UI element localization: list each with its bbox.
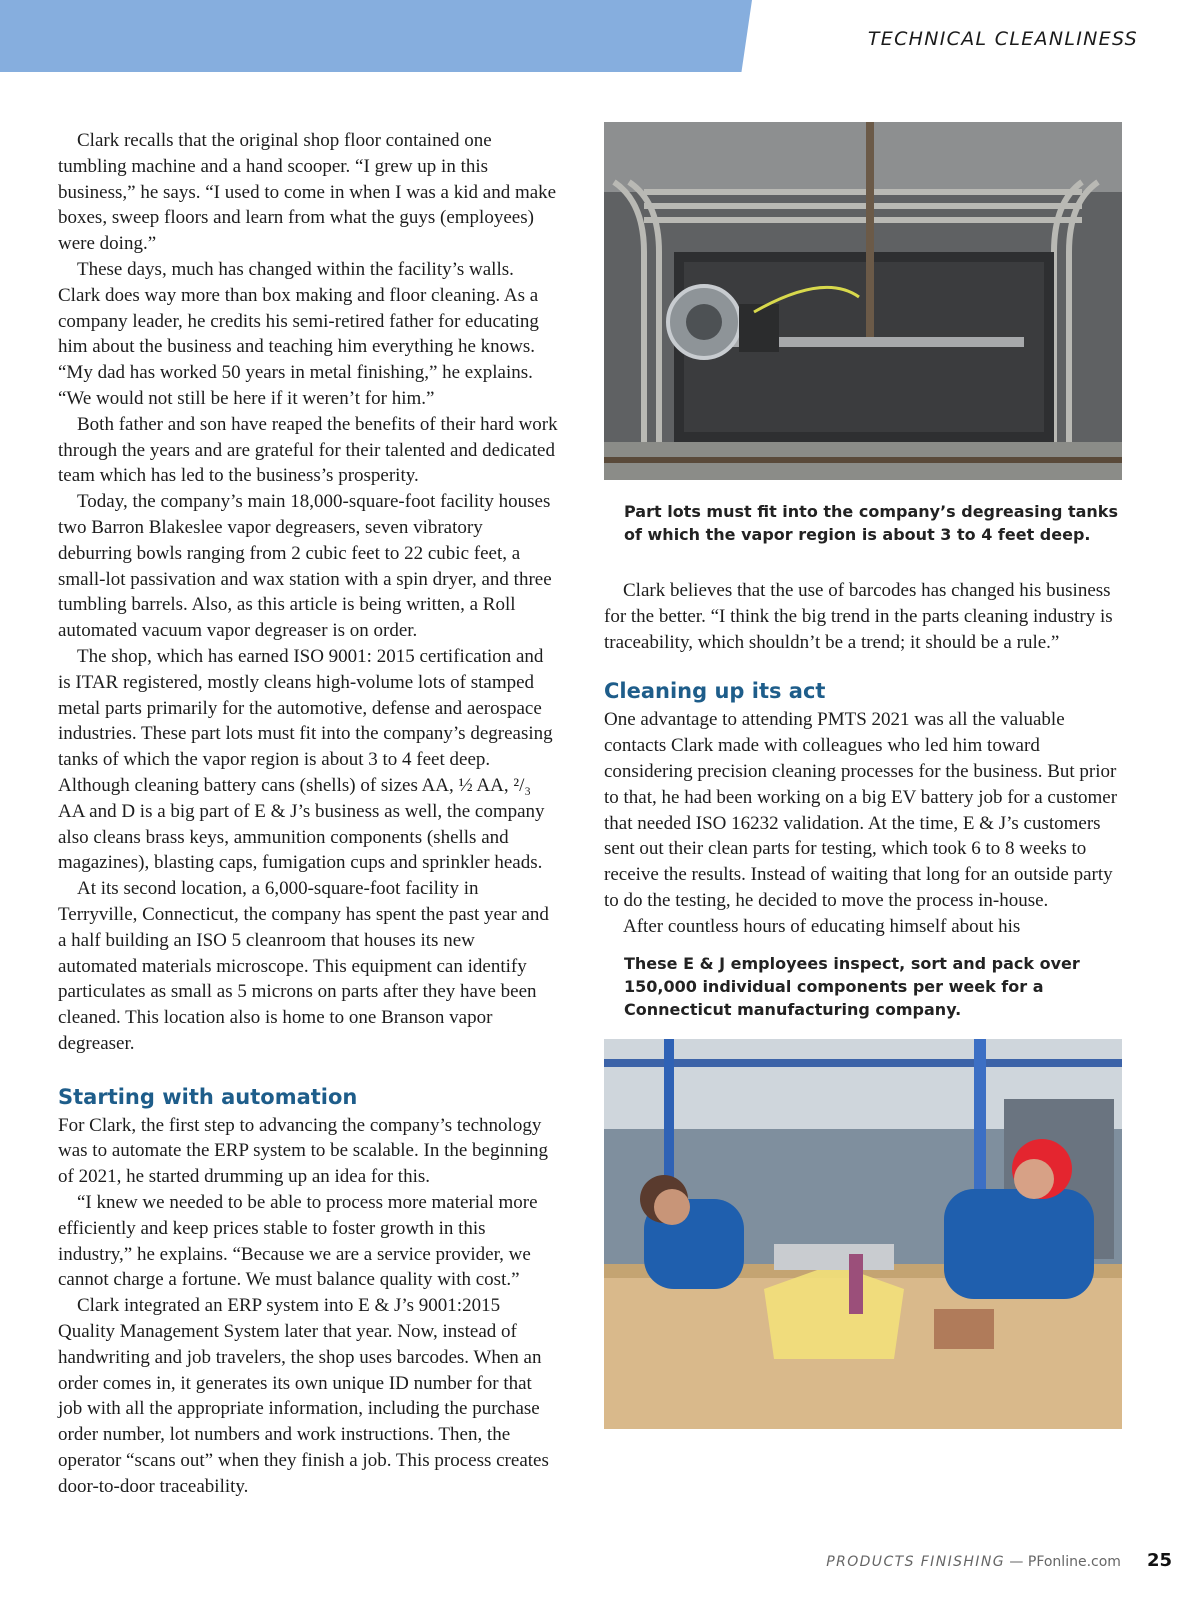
paragraph: Clark integrated an ERP system into E & J’s 9001:2015 Quality Management System later that year. Now, instead of handwriting and job travelers, the shop uses barcodes. When an order comes in, it generates its own unique ID number for that job with all the appropriate information, including the purchase order number, lot numbers and work instructions. Then, the operator “scans out” when they finish a job. This process creates door-to-door traceability.: [58, 1295, 549, 1497]
subhead-cleaning-up-its-act: Cleaning up its act: [604, 679, 826, 704]
paragraph: After countless hours of educating himself about his: [623, 915, 1021, 937]
paragraph: At its second location, a 6,000-square-foot facility in Terryville, Connecticut, the company has spent the past year and a half building an ISO 5 cleanroom that houses its new automated materials microscope. This equipment can identify particulates as small as 5 microns on parts after they have been cleaned. This location also is home to one Branson vapor degreaser.: [58, 878, 549, 1054]
paragraph: One advantage to attending PMTS 2021 was all the valuable contacts Clark made with colleagues who led him toward considering precision cleaning processes for the business. But prior to that, he had been working on a big EV battery job for a customer that needed ISO 16232 validation. At the time, E & J’s customers sent out their clean parts for testing, which took 6 to 8 weeks to receive the results. Instead of waiting that long for an outside party to do the testing, he decided to move the process in-house.: [604, 709, 1118, 911]
right-column: [604, 122, 1122, 1429]
magazine-name: PRODUCTS FINISHING: [826, 1554, 1005, 1570]
footer-site: PFonline.com: [1027, 1554, 1121, 1570]
paragraph: Clark recalls that the original shop floor contained one tumbling machine and a hand scooper. “I grew up in this business,” he says. “I used to come in when I was a kid and make boxes, sweep floors and learn from what the guys (employees) were doing.”: [58, 130, 557, 255]
paragraph: Clark believes that the use of barcodes has changed his business for the better. “I think the big trend in the parts cleaning industry is traceability, which shouldn’t be a trend; it should be a rule.”: [604, 580, 1113, 653]
photo-caption: These E & J employees inspect, sort and pack over 150,000 individual components per week for a Connecticut manufacturing company.: [624, 953, 1080, 1019]
employees-inspecting-photo: [604, 1039, 1122, 1429]
paragraph: For Clark, the first step to advancing the company’s technology was to automate the ERP system to be scalable. In the beginning of 2021, he started drumming up an idea for this.: [58, 1114, 549, 1188]
paragraph: The shop, which has earned ISO 9001: 2015 certification and is ITAR registered, mostly cleans high-volume lots of stamped metal parts primarily for the automotive, defense and aerospace industries. These part lots must fit into the company’s degreasing tanks of which the vapor region is about 3 to 4 feet deep. Although cleaning battery cans (shells) of sizes AA, ½ AA, ²/₃ AA and D is a big part of E & J’s business as well, the company also cleans brass keys, ammunition components (shells and magazines), blasting caps, fumigation cups and sprinkler heads.: [58, 645, 553, 874]
header-band: [0, 0, 752, 72]
paragraph: “I knew we needed to be able to process more material more efficiently and keep prices stable to foster growth in this industry,” he explains. “Because we are a service provider, we cannot charge a fortune. We must balance quality with cost.”: [58, 1192, 538, 1291]
paragraph: These days, much has changed within the facility’s walls. Clark does way more than box making and floor cleaning. As a company leader, he credits his semi-retired father for educating him about the business and teaching him everything he knows. “My dad has worked 50 years in metal finishing,” he explains. “We would not still be here if it weren’t for him.”: [58, 258, 539, 409]
footer-separator: —: [1004, 1554, 1028, 1570]
page-footer: [826, 1550, 1172, 1571]
photo-caption: Part lots must fit into the company’s degreasing tanks of which the vapor region is about 3 to 4 feet deep.: [624, 502, 1118, 544]
degreasing-tank-photo: [604, 122, 1122, 480]
paragraph: Both father and son have reaped the benefits of their hard work through the years and are grateful for their talented and dedicated team which has led to the business’s prosperity.: [58, 413, 558, 487]
subhead-starting-with-automation: Starting with automation: [58, 1084, 358, 1109]
page-number: 25: [1146, 1550, 1172, 1571]
section-title: TECHNICAL CLEANLINESS: [867, 28, 1138, 50]
left-column: [58, 128, 558, 1500]
paragraph: Today, the company’s main 18,000-square-foot facility houses two Barron Blakeslee vapor degreasers, seven vibratory deburring bowls ranging from 2 cubic feet to 22 cubic feet, a small-lot passivation and wax station with a spin dryer, and three tumbling barrels. Also, as this article is being written, a Roll automated vacuum vapor degreaser is on order.: [58, 491, 552, 642]
